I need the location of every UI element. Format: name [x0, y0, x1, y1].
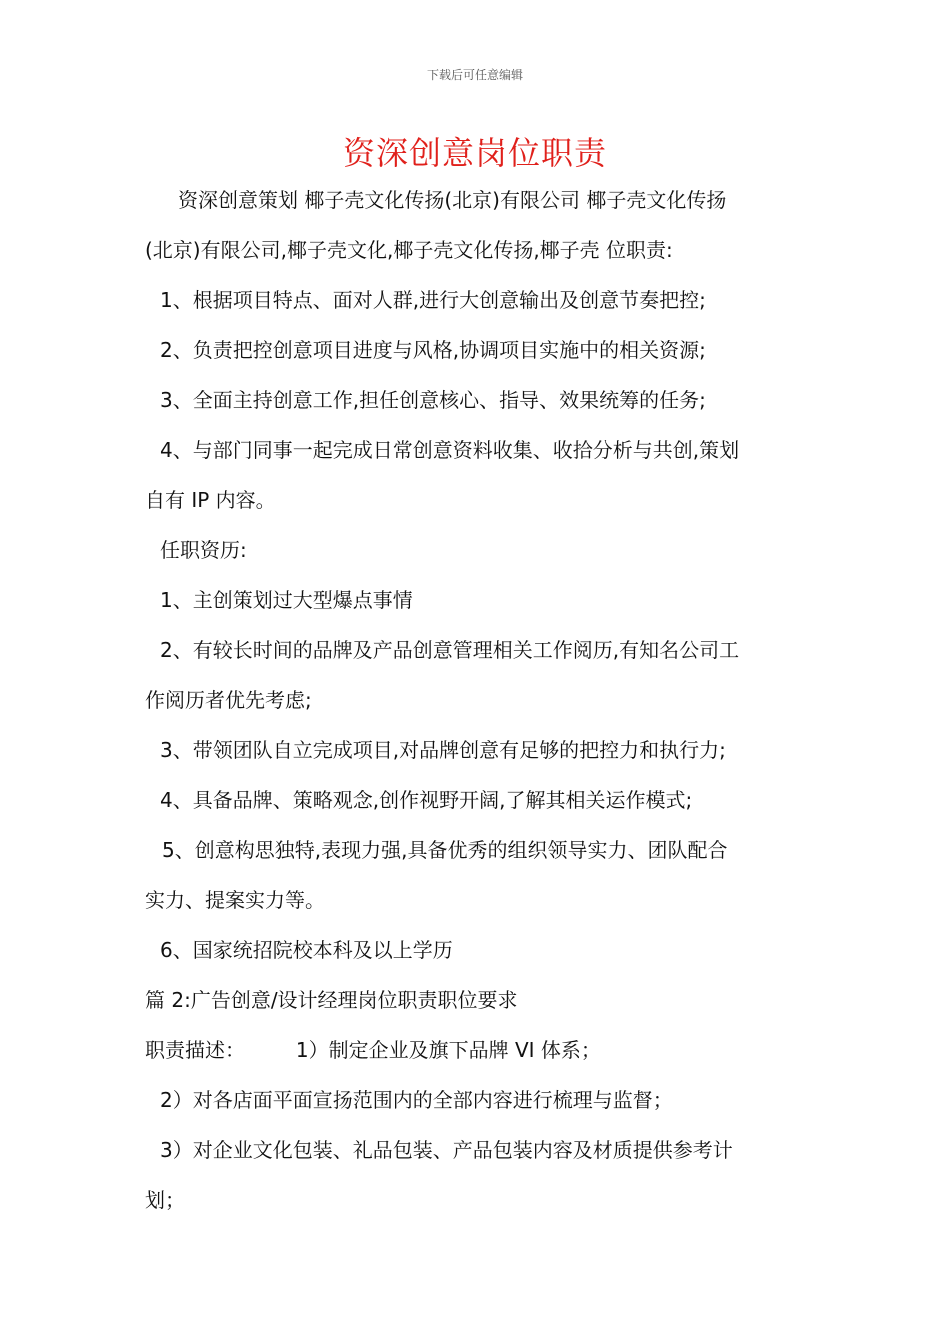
paragraph-line: 资深创意策划 椰子壳文化传扬(北京)有限公司 椰子壳文化传扬 [178, 188, 727, 212]
section-heading: 篇 2:广告创意/设计经理岗位职责职位要求 [145, 988, 518, 1012]
list-item: 2、有较长时间的品牌及产品创意管理相关工作阅历,有知名公司工 [160, 638, 740, 662]
list-item: 4、具备品牌、策略观念,创作视野开阔,了解其相关运作模式; [160, 788, 693, 812]
header-note: 下载后可任意编辑 [426, 68, 523, 82]
list-item: 3）对企业文化包装、礼品包装、产品包装内容及材质提供参考计 [160, 1138, 733, 1162]
paragraph-line: 实力、提案实力等。 [145, 888, 325, 912]
list-item: 1、主创策划过大型爆点事情 [160, 588, 413, 612]
list-item: 3、全面主持创意工作,担任创意核心、指导、效果统筹的任务; [160, 388, 706, 412]
list-item: 2、负责把控创意项目进度与风格,协调项目实施中的相关资源; [160, 338, 706, 362]
paragraph-line: 职责描述： 1）制定企业及旗下品牌 VI 体系； [145, 1038, 601, 1062]
paragraph-line: 自有 IP 内容。 [145, 488, 276, 512]
paragraph-line: 划； [145, 1188, 185, 1212]
list-item: 4、与部门同事一起完成日常创意资料收集、收拾分析与共创,策划 [160, 438, 740, 462]
document-title: 资深创意岗位职责 [342, 134, 607, 172]
list-item: 5、创意构思独特,表现力强,具备优秀的组织领导实力、团队配合 [162, 838, 728, 862]
section-heading: 任职资历: [160, 538, 247, 562]
list-item: 1、根据项目特点、面对人群,进行大创意输出及创意节奏把控; [160, 288, 706, 312]
paragraph-line: (北京)有限公司,椰子壳文化,椰子壳文化传扬,椰子壳 位职责: [145, 238, 673, 262]
paragraph-line: 作阅历者优先考虑; [145, 688, 312, 712]
list-item: 2）对各店面平面宣扬范围内的全部内容进行梳理与监督； [160, 1088, 673, 1112]
list-item: 6、国家统招院校本科及以上学历 [160, 938, 453, 962]
list-item: 3、带领团队自立完成项目,对品牌创意有足够的把控力和执行力; [160, 738, 726, 762]
